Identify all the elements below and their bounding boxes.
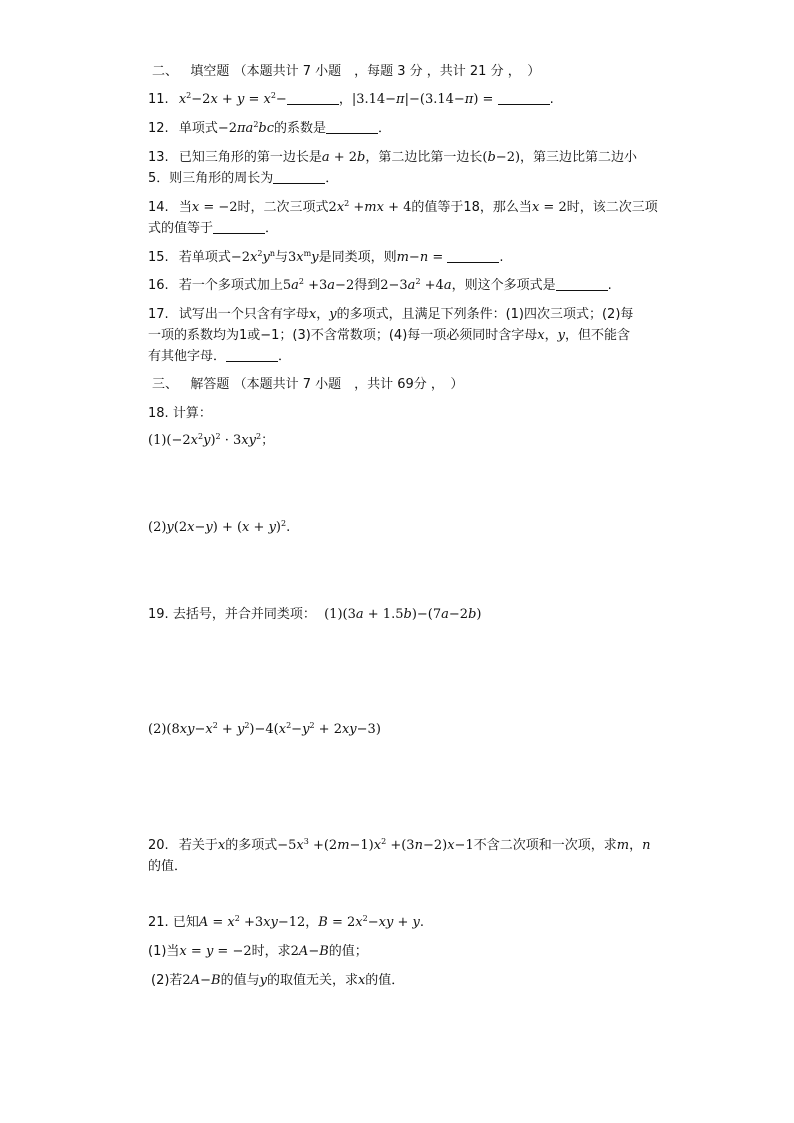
question-16: 16. 若一个多项式加上$5a^2 +3a-2$得到$2-3a^2 +4a$，则这个多项式是 . xyxy=(148,277,612,293)
question-18-part2: $(2)y(2x-y) + (x + y)^2$. xyxy=(148,519,291,535)
question-21-part2: (2)若2A−B的值与y的取值无关，求x的值． xyxy=(151,973,405,988)
question-21: 21. 已知$A = x^2 +3xy-12$，$B = 2x^2-xy + y$. xyxy=(148,914,424,930)
section-note: （本题共计 7 小题 ，共计 69分 ， ） xyxy=(233,377,464,392)
section-note: （本题共计 7 小题 ，每题 3 分 ，共计 21 分 ， ） xyxy=(233,64,541,79)
question-11: 11. $x^2-2x + y = x^2-$ ，|3.14−π|−(3.14−π) = . xyxy=(148,91,554,107)
question-14-cont: 式的值等于 ． xyxy=(148,221,279,236)
question-17-cont: 一项的系数均为1或−1；(3)不含常数项；(4)每一项必须同时含字母x，y，但不能含 xyxy=(148,328,630,343)
section-title: 解答题 xyxy=(190,377,230,392)
question-15: 15. 若单项式$-2x^2y^n$与$3x^my$是同类项，则m−n = . xyxy=(148,249,504,265)
answer-blank[interactable] xyxy=(287,92,339,105)
question-17-cont2: 有其他字母． ． xyxy=(148,349,292,364)
answer-blank[interactable] xyxy=(556,278,608,291)
answer-blank[interactable] xyxy=(326,121,378,134)
answer-blank[interactable] xyxy=(447,250,499,263)
question-19: 19. 去括号，并合并同类项： (1)(3a + 1.5b)−(7a−2b) xyxy=(148,607,482,622)
question-20-cont: 的值． xyxy=(148,859,188,874)
question-19-part2: $(2)(8xy-x^2 + y^2)-4(x^2-y^2 + 2xy-3)$ xyxy=(148,721,381,737)
question-18-part1: $(1)(-2x^2y)^2 \cdot 3xy^2$； xyxy=(148,432,275,448)
section-number: 二、 xyxy=(152,64,179,79)
answer-blank[interactable] xyxy=(498,92,550,105)
question-13: 13. 已知三角形的第一边长是a + 2b，第二边比第一边长(b−2)，第三边比第二边小 xyxy=(148,150,638,165)
question-12: 12. 单项式$-2\pi a^2bc$的系数是 ． xyxy=(148,120,392,136)
answer-blank[interactable] xyxy=(213,221,265,234)
section-number: 三、 xyxy=(152,377,179,392)
section-2-header xyxy=(152,64,540,80)
answer-blank[interactable] xyxy=(273,171,325,184)
question-13-cont: 5．则三角形的周长为 ． xyxy=(148,171,339,186)
answer-blank[interactable] xyxy=(226,349,278,362)
question-18: 18. 计算： xyxy=(148,406,212,421)
question-20: 20. 若关于x的多项式$-5x^3 +(2m-1)x^2 +(3n-2)x-1$不含二次项和一次项，求m，n xyxy=(148,837,651,853)
section-3-header xyxy=(152,377,463,393)
question-14: 14. 当x = −2时，二次三项式$2x^2 +mx + 4$的值等于18，那么当x = 2时，该二次三项 xyxy=(148,199,658,215)
section-title: 填空题 xyxy=(190,64,230,79)
question-21-part1: (1)当x = y = −2时，求2A−B的值； xyxy=(148,944,368,959)
question-17: 17. 试写出一个只含有字母x，y的多项式，且满足下列条件：(1)四次三项式；(2)每 xyxy=(148,307,634,322)
